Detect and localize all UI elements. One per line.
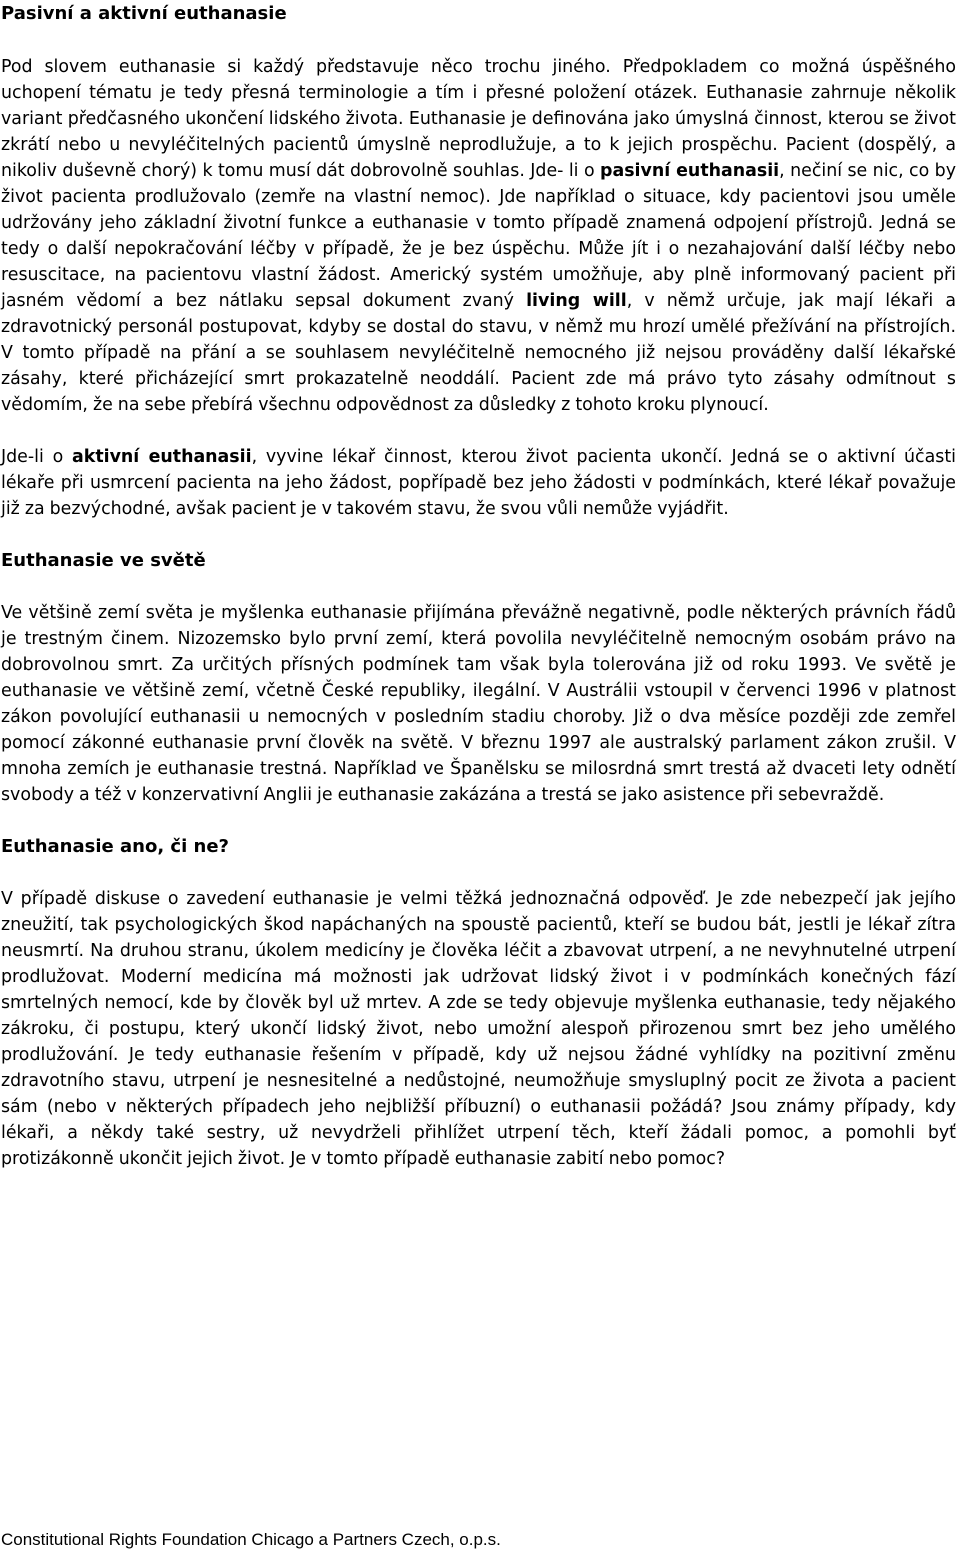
term-aktivni-euthanasie: aktivní euthanasii — [72, 447, 252, 467]
paragraph-text: Pod slovem euthanasie si každý představuje něco trochu jiného. Předpokladem co možná úspěšného uchopení tématu je tedy přesná terminologie a tím i přesné položení otázek. Euthanasie zahrnuje několik variant předčasného ukončení lidského života. Euthanasie je definována jako úmyslná činnost, kterou se život zkrátí nebo u nevyléčitelných pacientů úmyslně neprodlužuje, a to k jejich prospěchu. Pacient (dospělý, a nikoliv duševně chorý) k tomu musí dát dobrovolně souhlas. Jde- li o — [1, 57, 956, 181]
paragraph-euthanasia-yes-or-no: V případě diskuse o zavedení euthanasie je velmi těžká jednoznačná odpověď. Je zde nebezpečí jak jejího zneužití, tak psychologických škod napáchaných na spoustě pacientů, kteří se budou bát, jestli je lékař zítra neusmrtí. Na druhou stranu, úkolem medicíny je člověka léčit a zbavovat utrpení, a ne nevyhnutelné utrpení prodlužovat. Moderní medicína má možnosti jak udržovat lidský život i v podmínkách konečných fází smrtelných nemocí, kde by člověk byl už mrtev. A zde se tedy objevuje myšlenka euthanasie, tedy nějakého zákroku, či postupu, který ukončí lidský život, nebo umožní alespoň přirozenou smrt bez jeho umělého prodlužování. Je tedy euthanasie řešením v případě, kdy už nejsou žádné vyhlídky na pozitivní změnu zdravotního stavu, utrpení je nesnesitelné a nedůstojné, neumožňuje smysluplný pocit ze života a pacient sám (nebo v některých případech jeho nejbližší příbuzní) o euthanasii požádá? Jsou známy případy, kdy lékaři, a někdy také sestry, už nevydrželi přihlížet utrpení těch, kteří žádali pomoc, a pomohli byť protizákonně ukončit jejich život. Je v tomto případě euthanasie zabití nebo pomoc? — [1, 889, 956, 1169]
paragraph-text: , vyvine lékař činnost, kterou život pacienta ukončí. Jedná se o aktivní účasti lékaře při usmrcení pacienta na jeho žádost, popřípadě bez jeho žádosti v podmínkách, které lékař považuje již za bezvýchodné, avšak pacient je v takovém stavu, že svou vůli nemůže vyjádřit. — [1, 447, 956, 519]
page-title: Pasivní a aktivní euthanasie — [1, 3, 287, 24]
term-living-will: living will — [526, 291, 627, 311]
paragraph-passive-euthanasia — [1, 54, 956, 418]
section-heading-yes-or-no: Euthanasie ano, či ne? — [1, 836, 229, 857]
paragraph-text: Jde-li o — [1, 447, 73, 467]
paragraph-active-euthanasia — [1, 444, 956, 522]
term-pasivni-euthanasie: pasivní euthanasii — [600, 161, 780, 181]
paragraph-euthanasia-world: Ve většině zemí světa je myšlenka euthanasie přijímána převážně negativně, podle některých právních řádů je trestným činem. Nizozemsko bylo první zemí, která povolila nevyléčitelně nemocným osobám právo na dobrovolnou smrt. Za určitých přísných podmínek tam však byla tolerována již od roku 1993. Ve světě je euthanasie ve většině zemí, včetně České republiky, ilegální. V Austrálii vstoupil v červenci 1996 v platnost zákon povolující euthanasii u nemocných v posledním stadiu choroby. Již o dva měsíce později zde zemřel pomocí zákonné euthanasie první člověk na světě. V březnu 1997 ale australský parlament zákon zrušil. V mnoha zemích je euthanasie trestná. Například ve Španělsku se milosrdná smrt trestá až dvaceti lety odnětí svobody a též v konzervativní Anglii je euthanasie zakázána a trestá se jako asistence při sebevraždě. — [1, 603, 956, 805]
paragraph-text: , nečiní se nic, co by život pacienta prodlužovalo (zemře na vlastní nemoc). Jde například o situace, kdy pacientovi jsou uměle udržovány jeho základní životní funkce a euthanasie v tomto případě znamená odpojení přístrojů. Jedná se tedy o další nepokračování léčby v případě, že je bez úspěchu. Může jít i o nezahajování další léčby nebo resuscitace, na pacientovu vlastní žádost. Americký systém umožňuje, aby plně informovaný pacient při jasném vědomí a bez nátlaku sepsal dokument zvaný — [1, 161, 956, 311]
paragraph-text: , v němž určuje, jak mají lékaři a zdravotnický personál postupovat, kdyby se dostal do stavu, v němž mu hrozí umělé přežívání na přístrojích. V tomto případě na přání a se souhlasem nevyléčitelně nemocného již nejsou prováděny další lékařské zásahy, které přicházející smrt prokazatelně neoddálí. Pacient zde má právo tyto zásahy odmítnout s vědomím, že na sebe přebírá všechnu odpovědnost za důsledky z tohoto kroku plynoucí. — [1, 291, 956, 415]
page-footer: Constitutional Rights Foundation Chicago a Partners Czech, o.p.s. — [1, 1530, 501, 1549]
section-heading-world: Euthanasie ve světě — [1, 550, 206, 571]
